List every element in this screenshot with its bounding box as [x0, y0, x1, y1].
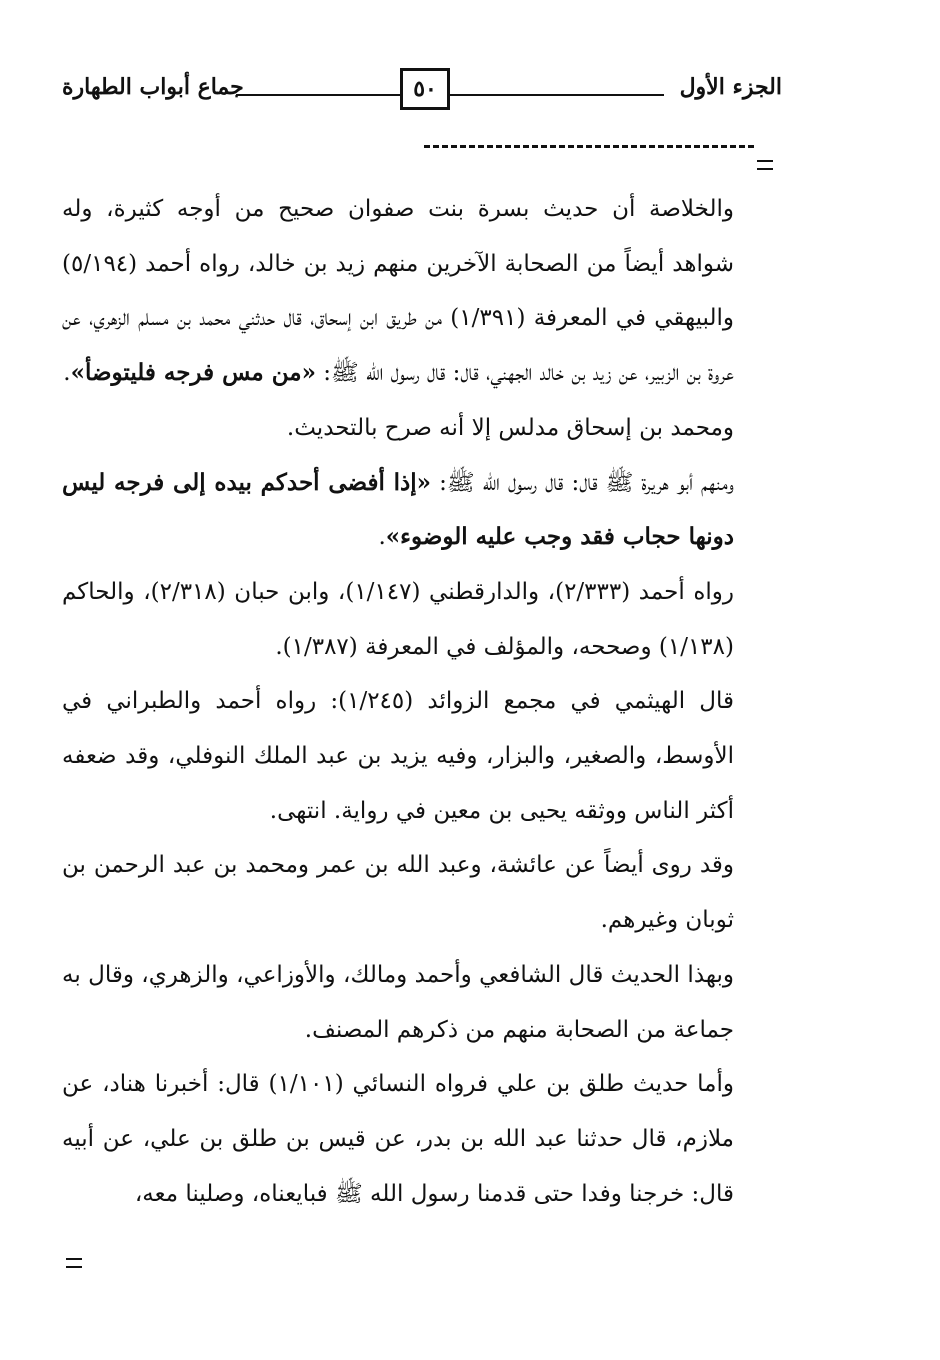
page-header [62, 68, 782, 118]
paragraph: قال الهيثمي في مجمع الزوائد (١/٢٤٥): رواه أحمد والطبراني في الأوسط، والصغير، والبزار، وفيه يزيد بن عبد الملك النوفلي، وقد ضعفه أكثر الناس ووثقه يحيى بن معين في رواية. انتهى. [62, 688, 734, 824]
page-body [62, 182, 734, 1221]
hadith-quote: «إذا أفضى أحدكم بيده إلى فرجه ليس دونها حجاب فقد وجب عليه الوضوء» [62, 468, 734, 551]
header-rule-left [236, 94, 400, 96]
page-number-box [400, 68, 450, 110]
paragraph: رواه أحمد (٢/٣٣٣)، والدارقطني (١/١٤٧)، وابن حبان (٢/٣١٨)، والحاكم (١/١٣٨) وصححه، والمؤلف في المعرفة (١/٣٨٧). [62, 578, 734, 660]
dashed-divider [424, 145, 754, 148]
hadith-quote: «من مس فرجه فليتوضأ» [70, 359, 316, 387]
double-bar-mark-bottom [66, 1258, 82, 1268]
paragraph: ومحمد بن إسحاق مدلس إلا أنه صرح بالتحديث. [286, 414, 734, 441]
volume-title: الجزء الأول [679, 74, 782, 100]
header-rule-right [444, 94, 664, 96]
double-bar-mark-top [757, 160, 773, 170]
page-number: ٥٠ [413, 76, 437, 102]
paragraph: ومنهم أبو هريرة ﷺ قال: قال رسول الله ﷺ: «إذا أفضى أحدكم بيده إلى فرجه ليس دونها حجاب فقد وجب عليه الوضوء». [62, 468, 734, 551]
chapter-title: جماع أبواب الطهارة [62, 74, 244, 100]
paragraph: والخلاصة أن حديث بسرة بنت صفوان صحيح من أوجه كثيرة، وله شواهد أيضاً من الصحابة الآخرين منهم زيد بن خالد، رواه أحمد (٥/١٩٤) والبيهقي في المعرفة (١/٣٩١) من طريق ابن إسحاق، قال حدثني محمد بن مسلم الزهري، عن عروة بن الزبير، عن زيد بن خالد الجهني، قال: قال رسول الله ﷺ: «من مس فرجه فليتوضأ». [62, 196, 735, 387]
paragraph: وقد روى أيضاً عن عائشة، وعبد الله بن عمر ومحمد بن عبد الرحمن بن ثوبان وغيرهم. [62, 852, 734, 934]
paragraph: وأما حديث طلق بن علي فرواه النسائي (١/١٠١) قال: أخبرنا هناد، عن ملازم، قال حدثنا عبد الله بن بدر، عن قيس بن طلق بن علي، عن أبيه قال: خرجنا وفدا حتى قدمنا رسول الله ﷺ فبايعناه، وصلينا معه، [62, 1071, 734, 1207]
paragraph: وبهذا الحديث قال الشافعي وأحمد ومالك، والأوزاعي، والزهري، وقال به جماعة من الصحابة منهم من ذكرهم المصنف. [62, 961, 734, 1043]
